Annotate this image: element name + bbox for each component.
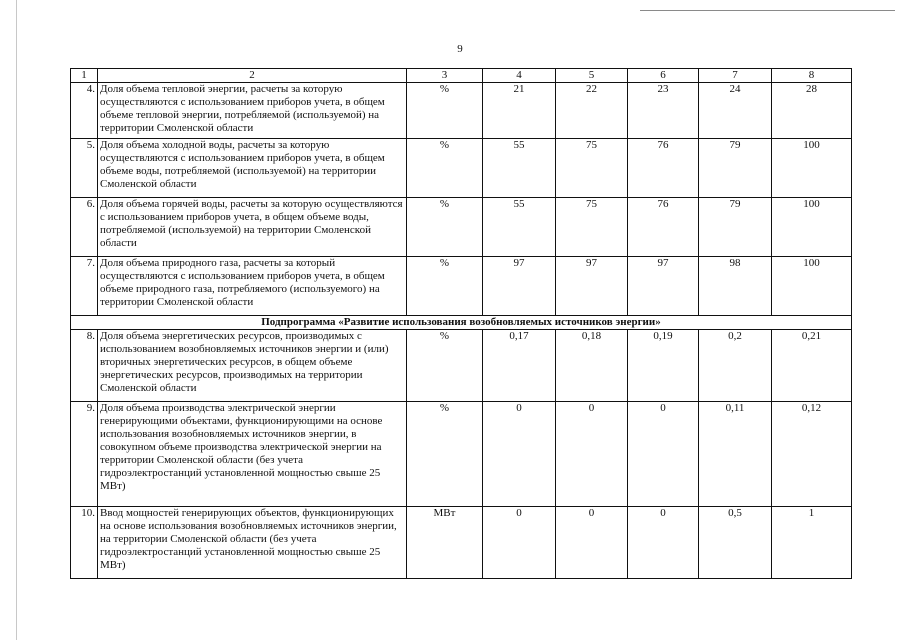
- value-cell: 55: [483, 139, 556, 198]
- value-cell: 75: [556, 198, 628, 257]
- header-cell: 2: [98, 69, 407, 83]
- unit-cell: %: [407, 257, 483, 316]
- indicator-name: Доля объема энергетических ресурсов, производимых с использованием возобновляемых источников энергии и (или) вторичных энергетических ресурсов, в общем объеме энергетических ресурсов, производимых на территории Смоленской области: [98, 330, 407, 402]
- header-cell: 1: [71, 69, 98, 83]
- table-row: [71, 330, 852, 402]
- value-cell: 0,11: [699, 402, 772, 507]
- value-cell: 100: [772, 139, 852, 198]
- value-cell: 0: [556, 507, 628, 579]
- value-cell: 97: [628, 257, 699, 316]
- unit-cell: %: [407, 139, 483, 198]
- value-cell: 55: [483, 198, 556, 257]
- table-row: [71, 257, 852, 316]
- table-row: [71, 507, 852, 579]
- row-number: 10.: [71, 507, 98, 579]
- unit-cell: %: [407, 330, 483, 402]
- unit-cell: %: [407, 198, 483, 257]
- value-cell: 79: [699, 198, 772, 257]
- indicator-name: Доля объема природного газа, расчеты за который осуществляются с использованием приборов учета, в общем объеме природного газа, потребляемого (используемого) на территории Смоленской области: [98, 257, 407, 316]
- header-cell: 3: [407, 69, 483, 83]
- value-cell: 21: [483, 83, 556, 139]
- row-number: 8.: [71, 330, 98, 402]
- value-cell: 0,21: [772, 330, 852, 402]
- value-cell: 28: [772, 83, 852, 139]
- value-cell: 0,19: [628, 330, 699, 402]
- value-cell: 0: [483, 507, 556, 579]
- indicator-name: Доля объема горячей воды, расчеты за которую осуществляются с использованием приборов учета, в общем объеме воды, потребляемой (используемой) на территории Смоленской области: [98, 198, 407, 257]
- section-row: [71, 316, 852, 330]
- value-cell: 24: [699, 83, 772, 139]
- row-number: 5.: [71, 139, 98, 198]
- table-row: [71, 198, 852, 257]
- value-cell: 97: [556, 257, 628, 316]
- header-cell: 5: [556, 69, 628, 83]
- value-cell: 98: [699, 257, 772, 316]
- value-cell: 1: [772, 507, 852, 579]
- row-number: 6.: [71, 198, 98, 257]
- indicator-name: Ввод мощностей генерирующих объектов, функционирующих на основе использования возобновляемых источников энергии, на территории Смоленской области (без учета гидроэлектростанций установленной мощностью свыше 25 МВт): [98, 507, 407, 579]
- value-cell: 22: [556, 83, 628, 139]
- value-cell: 0: [628, 507, 699, 579]
- header-cell: 7: [699, 69, 772, 83]
- table-row: [71, 139, 852, 198]
- value-cell: 0: [483, 402, 556, 507]
- value-cell: 97: [483, 257, 556, 316]
- value-cell: 76: [628, 139, 699, 198]
- unit-cell: %: [407, 83, 483, 139]
- row-number: 7.: [71, 257, 98, 316]
- indicators-table: [70, 68, 852, 579]
- header-cell: 6: [628, 69, 699, 83]
- page-number: 9: [457, 43, 463, 55]
- table-row: [71, 402, 852, 507]
- unit-cell: %: [407, 402, 483, 507]
- indicator-name: Доля объема холодной воды, расчеты за которую осуществляются с использованием приборов учета, в общем объеме воды, потребляемой (используемой) на территории Смоленской области: [98, 139, 407, 198]
- value-cell: 0,5: [699, 507, 772, 579]
- scan-edge-top: [640, 10, 895, 11]
- unit-cell: МВт: [407, 507, 483, 579]
- value-cell: 0,17: [483, 330, 556, 402]
- row-number: 4.: [71, 83, 98, 139]
- value-cell: 23: [628, 83, 699, 139]
- value-cell: 100: [772, 198, 852, 257]
- value-cell: 0: [628, 402, 699, 507]
- table-row: [71, 83, 852, 139]
- scan-edge-left: [16, 0, 17, 640]
- value-cell: 0: [556, 402, 628, 507]
- section-title: Подпрограмма «Развитие использования возобновляемых источников энергии»: [71, 316, 852, 330]
- indicator-name: Доля объема производства электрической энергии генерирующими объектами, функционирующими на основе использования возобновляемых источников энергии, в совокупном объеме производства электрической энергии на территории Смоленской области (без учета гидроэлектростанций установленной мощностью свыше 25 МВт): [98, 402, 407, 507]
- value-cell: 0,12: [772, 402, 852, 507]
- header-cell: 8: [772, 69, 852, 83]
- value-cell: 0,18: [556, 330, 628, 402]
- header-cell: 4: [483, 69, 556, 83]
- value-cell: 100: [772, 257, 852, 316]
- value-cell: 79: [699, 139, 772, 198]
- table-header-row: [71, 69, 852, 83]
- indicator-name: Доля объема тепловой энергии, расчеты за которую осуществляются с использованием приборов учета, в общем объеме тепловой энергии, потребляемой (используемой) на территории Смоленской области: [98, 83, 407, 139]
- value-cell: 76: [628, 198, 699, 257]
- value-cell: 0,2: [699, 330, 772, 402]
- value-cell: 75: [556, 139, 628, 198]
- row-number: 9.: [71, 402, 98, 507]
